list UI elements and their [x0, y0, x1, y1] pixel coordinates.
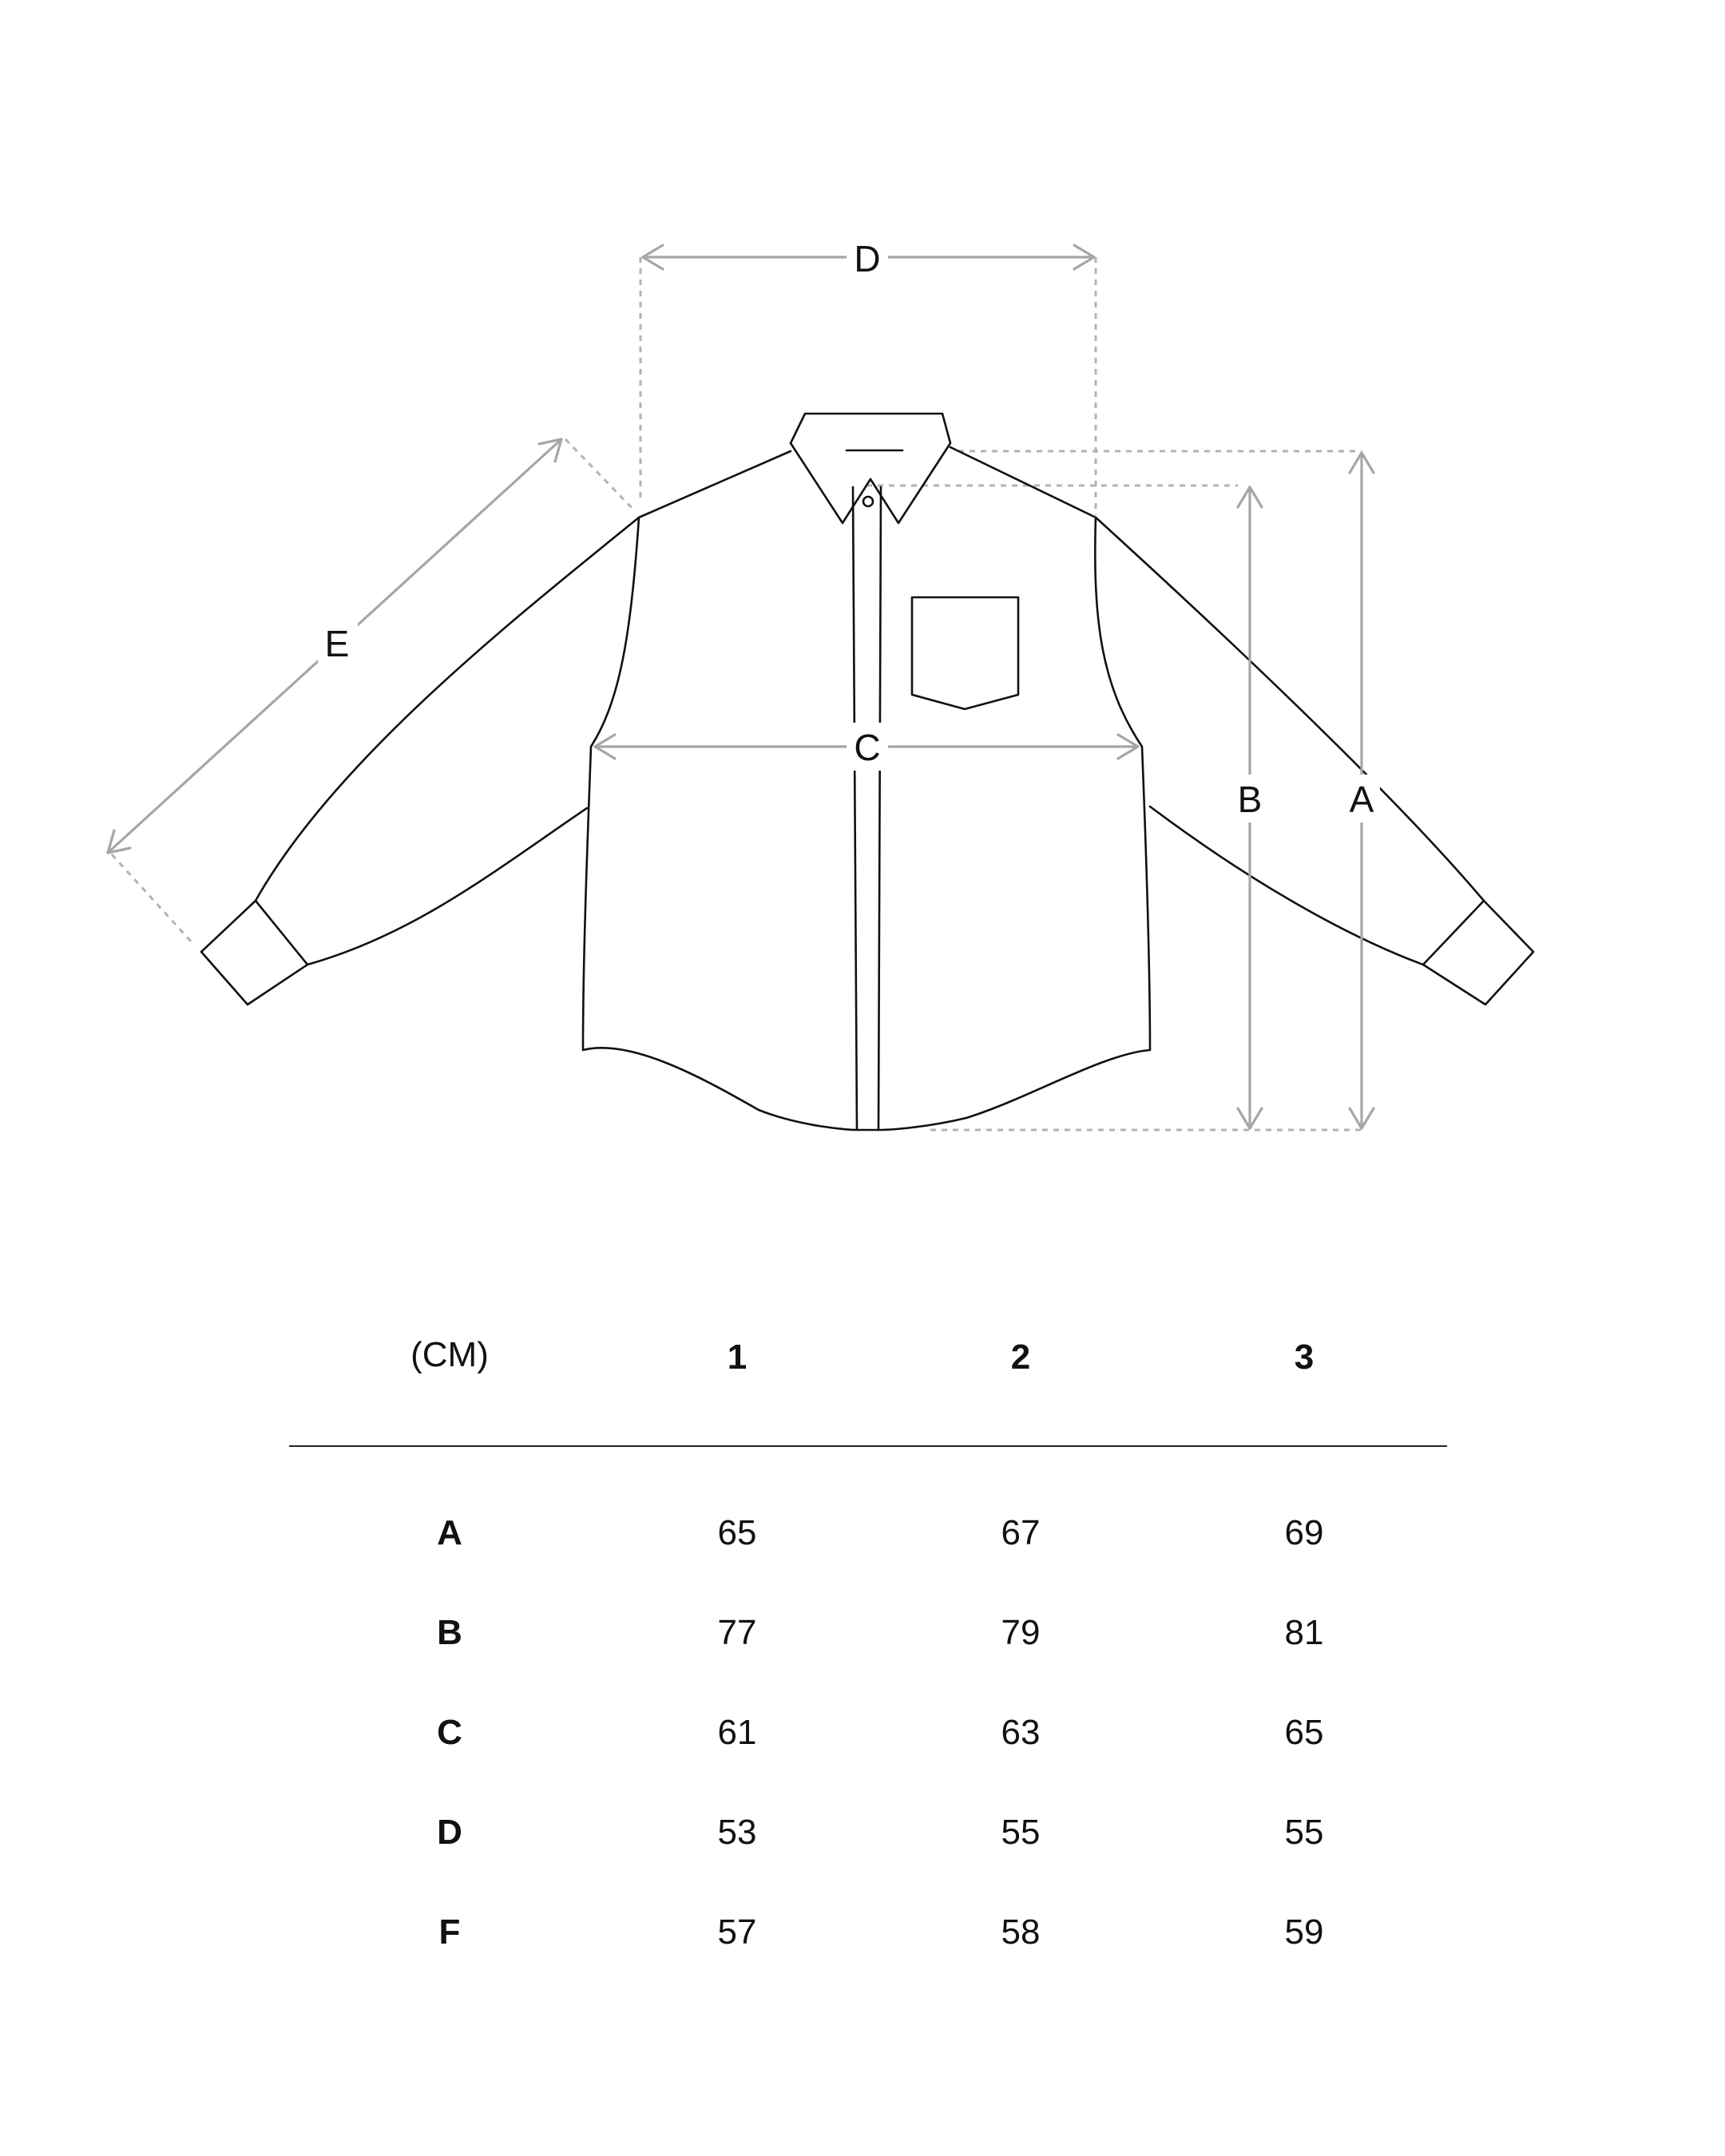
table-header-divider [289, 1445, 1447, 1447]
row-d-size-1: 53 [717, 1813, 757, 1852]
dimension-b-label: B [1237, 779, 1263, 820]
row-label-f: F [438, 1912, 461, 1952]
row-label-a: A [437, 1513, 462, 1552]
row-c-size-2: 63 [1001, 1713, 1041, 1752]
row-d-size-3: 55 [1284, 1813, 1324, 1852]
dimension-d-label: D [854, 238, 881, 279]
row-b-size-2: 79 [1001, 1613, 1041, 1652]
row-label-c: C [437, 1713, 462, 1752]
row-c-size-1: 61 [717, 1713, 757, 1752]
left-cuff [201, 901, 307, 1005]
button [863, 497, 873, 506]
dimension-arrows [108, 245, 1374, 1128]
guide-lines [112, 257, 1362, 1130]
dimension-c-label: C [854, 727, 881, 768]
chest-pocket [912, 597, 1018, 709]
dimension-labels [318, 233, 1380, 822]
row-b-size-1: 77 [717, 1613, 757, 1652]
size-header-2: 2 [1010, 1338, 1031, 1377]
row-label-d: D [437, 1813, 462, 1852]
shirt-outline [201, 414, 1533, 1130]
unit-header: (CM) [410, 1335, 489, 1374]
body-right [878, 447, 1150, 1130]
left-sleeve [256, 517, 639, 965]
row-b-size-3: 81 [1284, 1613, 1324, 1652]
body-left [583, 451, 857, 1130]
size-header-1: 1 [727, 1338, 748, 1377]
dimension-a-label: A [1349, 779, 1374, 820]
row-f-size-2: 58 [1001, 1912, 1041, 1952]
dimension-e-label: E [324, 623, 350, 664]
row-f-size-1: 57 [717, 1912, 757, 1952]
size-header-3: 3 [1294, 1338, 1315, 1377]
right-cuff [1423, 901, 1533, 1005]
row-f-size-3: 59 [1284, 1912, 1324, 1952]
row-a-size-3: 69 [1284, 1513, 1324, 1552]
right-sleeve [1096, 517, 1484, 965]
row-label-b: B [437, 1613, 462, 1652]
row-a-size-1: 65 [717, 1513, 757, 1552]
row-c-size-3: 65 [1284, 1713, 1324, 1752]
row-a-size-2: 67 [1001, 1513, 1041, 1552]
row-d-size-2: 55 [1001, 1813, 1041, 1852]
placket [853, 487, 881, 1130]
